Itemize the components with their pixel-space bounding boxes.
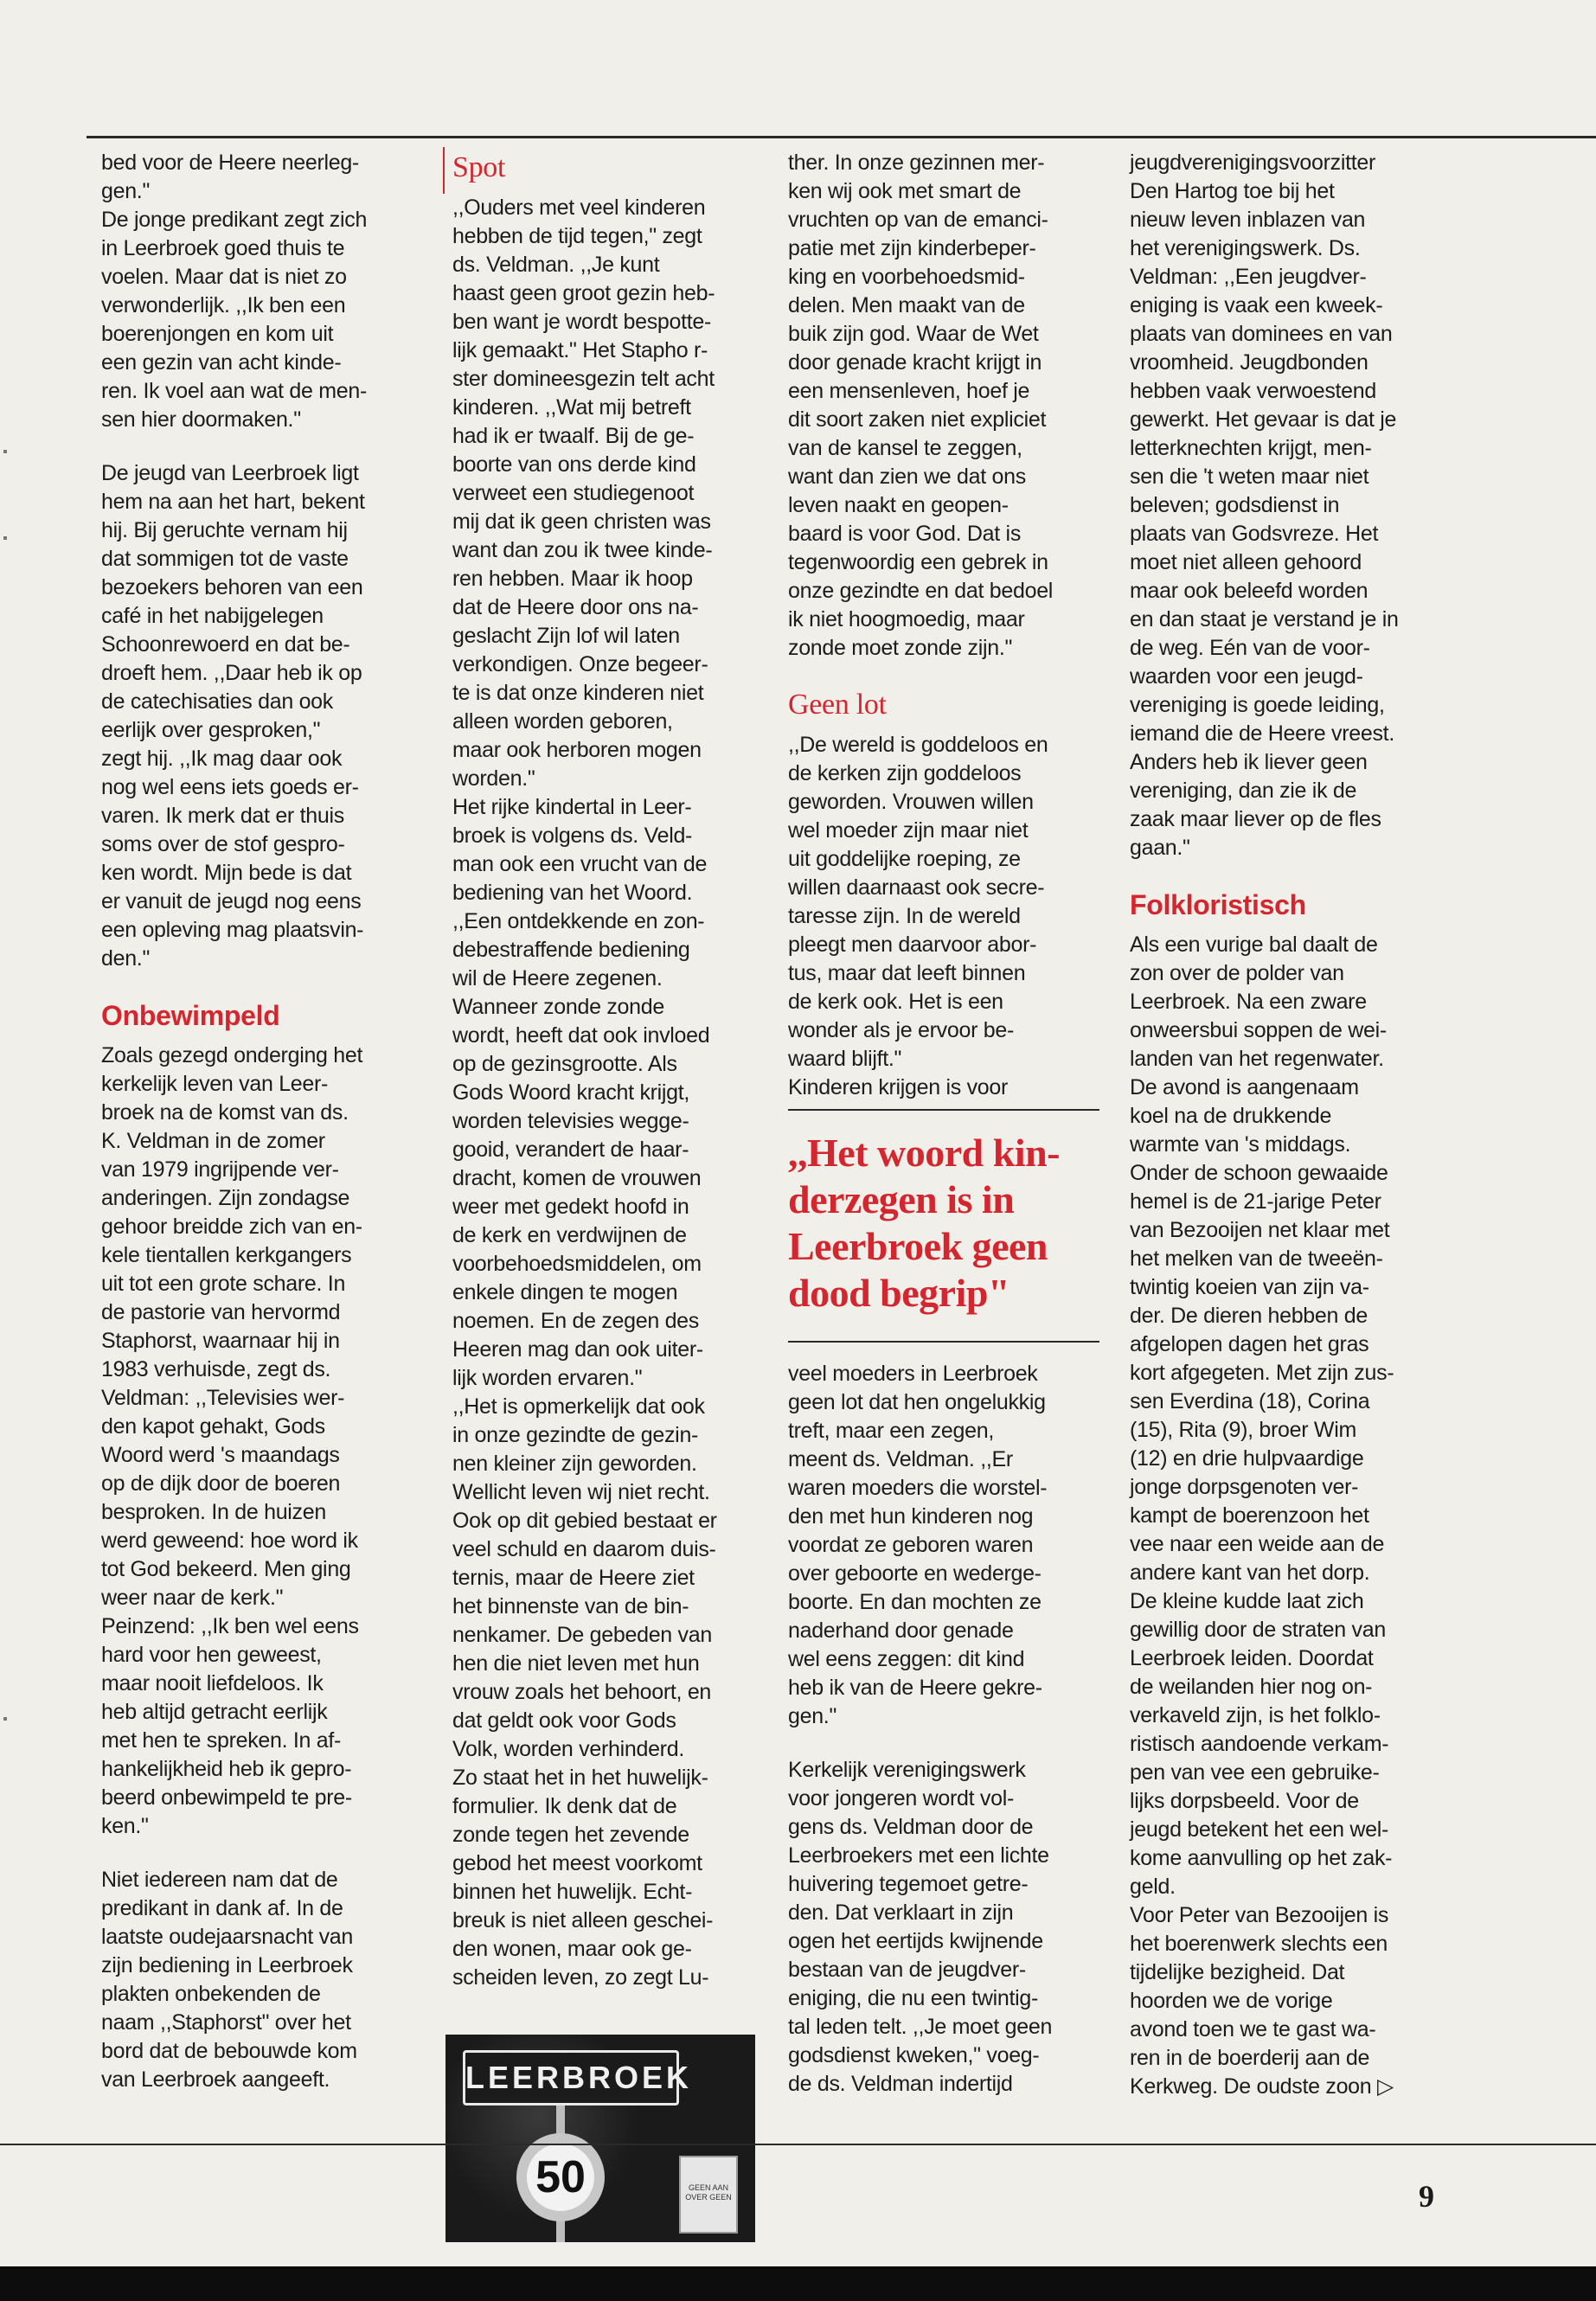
scan-mark	[3, 536, 7, 540]
pull-quote-text: ,,Het woord kin- derzegen is in Leerbroek geen dood begrip"	[788, 1131, 1060, 1315]
speed-limit-sign: 50	[516, 2133, 605, 2221]
section-heading-geen-lot: Geen lot	[788, 689, 887, 721]
paragraph: bed voor de Heere neerleg- gen." De jonge predikant zegt zich in Leerbroek goed thuis te voelen. Maar dat is niet zo verwonderlijk. ,,Ik ben een boerenjongen en kom uit een gezin van acht kinde- ren. Ik voel aan wat de men- sen hier doormaken."	[101, 151, 368, 432]
top-rule	[87, 136, 1596, 138]
page-number: 9	[1419, 2179, 1434, 2214]
scan-border	[0, 2266, 1596, 2301]
paragraph: jeugdverenigingsvoorzitter Den Hartog toe bij het nieuw leven inblazen van het verenigingswerk. Ds. Veldman: ,,Een jeugdver- eniging is vaak een kweek- plaats van dominees en van vroomheid. Jeugdbonden hebben vaak verwoestend gewerkt. Het gevaar is dat je letterknechten krijgt, men- sen die 't weten maar niet beleven; godsdienst in plaats van Godsvreze. Het moet niet alleen gehoord maar ook beleefd worden en dan staat je verstand je in de weg. Eén van de voor- waarden voor een jeugd- vereniging is goede leiding, iemand die de Heere vreest. Anders heb ik liever geen vereniging, dan zie ik de zaak maar liever op de fles gaan."	[1130, 151, 1399, 860]
paragraph: Kerkelijk verenigingswerk voor jongeren wordt vol- gens ds. Veldman door de Leerbroekers met een lichte huivering tegemoet getre- den. Dat verklaart in zijn ogen het eertijds kwijnende bestaan van de jeugdver- eniging, die nu een twintig- tal leden telt. ,,Je moet geen godsdienst kweken," voeg- de ds. Veldman indertijd	[788, 1758, 1053, 2096]
scan-mark	[3, 1717, 7, 1721]
continue-arrow-icon: ▷	[1377, 2074, 1394, 2099]
scan-mark	[3, 450, 7, 453]
bottom-rule	[0, 2144, 1596, 2145]
paragraph: De jeugd van Leerbroek ligt hem na aan het hart, bekent hij. Bij geruchte vernam hij dat sommigen tot de vaste bezoekers behoren van een café in het nabijgelegen Schoonrewoerd en dat be- droeft hem. ,,Daar heb ik op de catechisaties dan ook eerlijk over gesproken," zegt hij. ,,Ik mag daar ook nog wel eens iets goeds er- varen. Ik merk dat er thuis soms over de stof gespro- ken wordt. Mijn bede is dat er vanuit de jeugd nog eens een opleving mag plaatsvin- den."	[101, 461, 365, 971]
column-1	[101, 149, 413, 2119]
paragraph: ,,De wereld is goddeloos en de kerken zijn goddeloos geworden. Vrouwen willen wel moeder zijn maar niet uit goddelijke roeping, ze willen daarnaast ook secre- taresse zijn. In de wereld pleegt men daarvoor abor- tus, maar dat leeft binnen de kerk ook. Het is een wonder als je ervoor be- waard blijft." Kinderen krijgen is voor	[788, 733, 1048, 1099]
column-4	[1130, 149, 1441, 2101]
small-notice-sign: GEEN AAN OVER GEEN	[679, 2156, 738, 2234]
paragraph: Niet iedereen nam dat de predikant in dank af. In de laatste oudejaarsnacht van zijn bediening in Leerbroek plakten onbekenden de naam ,,Staphorst" over het bord dat de bebouwde kom van Leerbroek aangeeft.	[101, 1868, 357, 2092]
heading-accent-line	[443, 147, 445, 194]
pull-quote	[788, 1109, 1099, 1343]
paragraph	[1130, 931, 1441, 2101]
column-3	[788, 149, 1099, 2099]
paragraph: ther. In onze gezinnen mer- ken wij ook met smart de vruchten op van de emanci- patie met zijn kinderbeper- king en voorbehoedsmid- delen. Men maakt van de buik zijn god. Waar de Wet door genade kracht krijgt in een mensenleven, hoef je dit soort zaken niet expliciet van de kansel te zeggen, want dan zien we dat ons leven naakt en geopen- baard is voor God. Dat is tegenwoordig een gebrek in onze gezindte en dat bedoel ik niet hoogmoedig, maar zonde moet zonde zijn."	[788, 151, 1054, 660]
paragraph: ,,Ouders met veel kinderen hebben de tijd tegen," zegt ds. Veldman. ,,Je kunt haast geen groot gezin heb- ben want je wordt bespotte- lijk gemaakt." Het Stapho r- ster domineesgezin telt acht kinderen. ,,Wat mij betreft had ik er twaalf. Bij de ge- boorte van ons derde kind verweet een studiegenoot mij dat ik geen christen was want dan zou ik twee kinde- ren hebben. Maar ik hoop dat de Heere door ons na- geslacht Zijn lof wil laten verkondigen. Onze begeer- te is dat onze kinderen niet alleen worden geboren, maar ook herboren mogen worden." Het rijke kindertal in Leer- broek is volgens ds. Veld- man ook een vrucht van de bediening van het Woord. ,,Een ontdekkende en zon- debestraffende bediening wil de Heere zegenen. Wanneer zonde zonde wordt, heeft dat ook invloed op de gezinsgrootte. Als Gods Woord kracht krijgt, worden televisies wegge- gooid, verandert de haar- dracht, komen de vrouwen weer met gedekt hoofd in de kerk en verdwijnen de voorbehoedsmiddelen, om enkele dingen te mogen noemen. En de zegen des Heeren mag dan ook uiter- lijk worden ervaren." ,,Het is opmerkelijk dat ook in onze gezindte de gezin- nen kleiner zijn geworden. Wellicht leven wij niet recht. Ook op dit gebied bestaat er veel schuld en daarom duis- ternis, maar de Heere ziet het binnenste van de bin- nenkamer. De gebeden van hen die niet leven met hun vrouw zoals het behoort, en dat geldt ook voor Gods Volk, worden verhinderd. Zo staat het in het huwelijk- formulier. Ik denk dat de zonde tegen het zevende gebod het meest voorkomt binnen het huwelijk. Echt- breuk is niet alleen geschei- den wonen, maar ook ge- scheiden leven, zo zegt Lu-	[452, 195, 717, 1990]
town-sign: LEERBROEK	[463, 2050, 679, 2106]
column-2	[452, 149, 764, 1992]
section-heading-onbewimpeld: Onbewimpeld	[101, 1000, 280, 1031]
paragraph: veel moeders in Leerbroek geen lot dat hen ongelukkig treft, maar een zegen, meent ds. Veldman. ,,Er waren moeders die worstel- den met hun kinderen nog voordat ze geboren waren over geboorte en wederge- boorte. En dan mochten ze naderhand door genade wel eens zeggen: dit kind heb ik van de Heere gekre- gen."	[788, 1362, 1048, 1728]
section-heading-spot: Spot	[452, 151, 506, 183]
leerbroek-sign-photo	[445, 2035, 755, 2242]
section-heading-folkloristisch: Folkloristisch	[1130, 889, 1306, 920]
paragraph-text: Als een vurige bal daalt de zon over de polder van Leerbroek. Na een zware onweersbui soppen de wei- landen van het regenwater. De avond is aangenaam koel na de drukkende warmte van 's middags. Onder de schoon gewaaide hemel is de 21-jarige Peter van Bezooijen net klaar met het melken van de tweeën- twintig koeien van zijn va- der. De dieren hebben de afgelopen dagen het gras kort afgegeten. Met zijn zus- sen Everdina (18), Corina (15), Rita (9), broer Wim (12) en drie hulpvaardige jonge dorpsgenoten ver- kampt de boerenzoon het vee naar een weide aan de andere kant van het dorp. De kleine kudde laat zich gewillig door de straten van Leerbroek leiden. Doordat de weilanden hier nog on- verkaveld zijn, is het folklo- ristisch aandoende verkam- pen van vee een gebruike- lijks dorpsbeeld. Voor de jeugd betekent het een wel- kome aanvulling op het zak- geld. Voor Peter van Bezooijen is het boerenwerk slechts een tijdelijke bezigheid. Dat hoorden we de vorige avond toen we te gast wa- ren in de boerderij aan de Kerkweg. De oudste zoon	[1130, 933, 1394, 2099]
paragraph: Zoals gezegd onderging het kerkelijk leven van Leer- broek na de komst van ds. K. Veldman in de zomer van 1979 ingrijpende ver- anderingen. Zijn zondagse gehoor breidde zich van en- kele tientallen kerkgangers uit tot een grote schare. In de pastorie van hervormd Staphorst, waarnaar hij in 1983 verhuisde, zegt ds. Veldman: ,,Televisies wer- den kapot gehakt, Gods Woord werd 's maandags op de dijk door de boeren besproken. In de huizen werd geweend: hoe word ik tot God bekeerd. Men ging weer naar de kerk." Peinzend: ,,Ik ben wel eens hard voor hen geweest, maar nooit liefdeloos. Ik heb altijd getracht eerlijk met hen te spreken. In af- hankelijkheid heb ik gepro- beerd onbewimpeld te pre- ken."	[101, 1043, 363, 1838]
